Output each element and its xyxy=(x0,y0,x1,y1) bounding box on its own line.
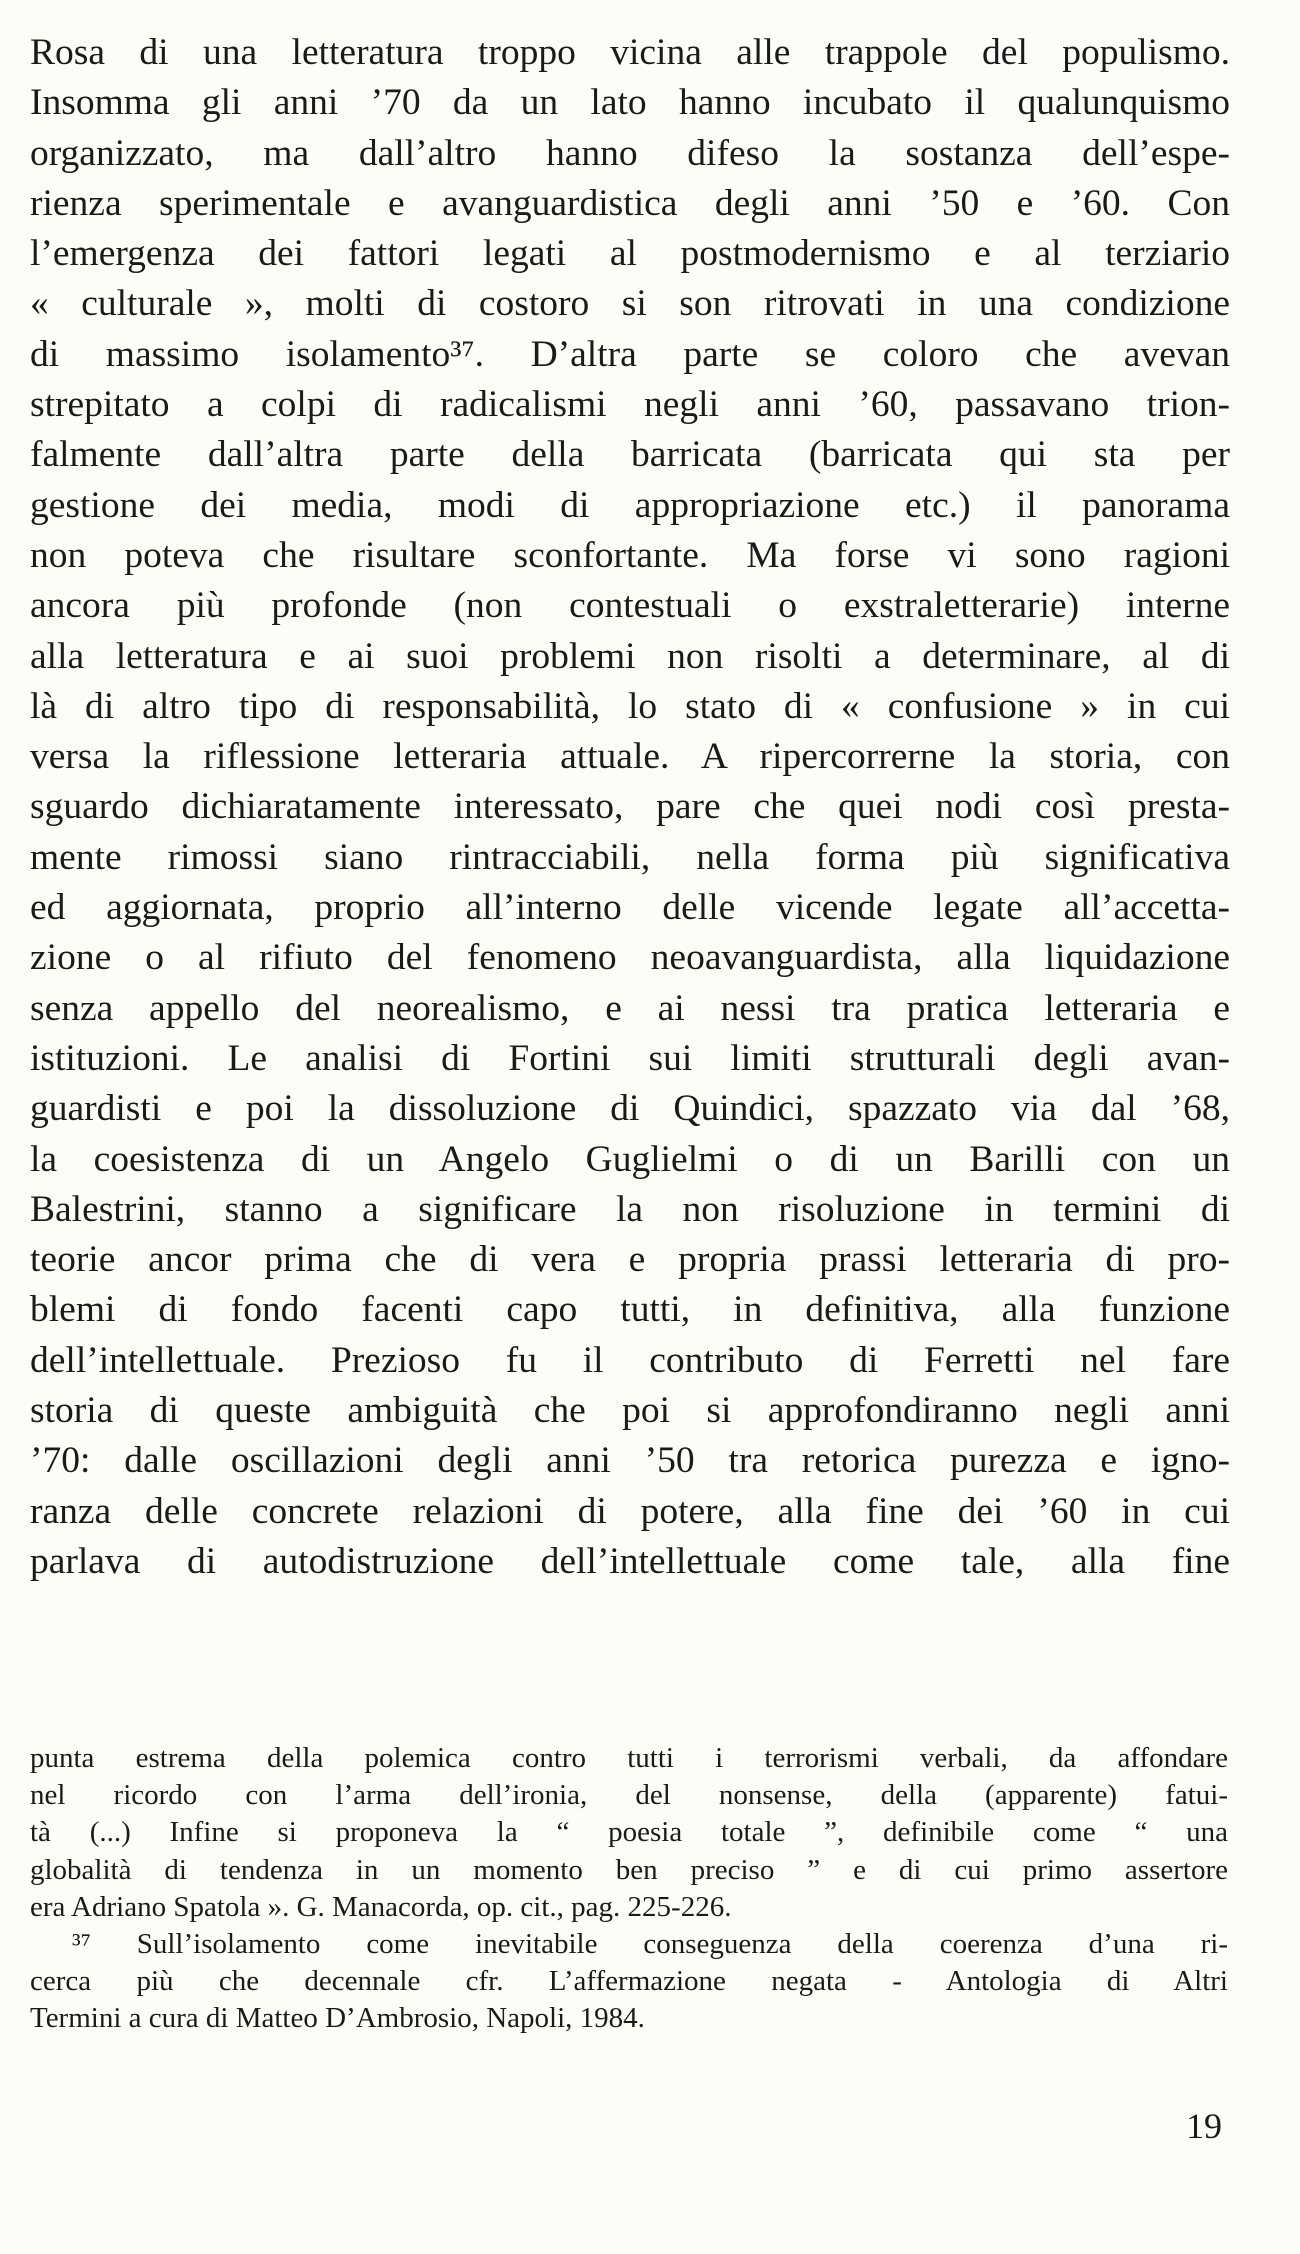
text-line: ranza delle concrete relazioni di potere, alla fine dei ’60 in cui xyxy=(30,1490,1230,1532)
footnote-line: punta estrema della polemica contro tutti i terrorismi verbali, da affondare xyxy=(30,1742,1228,1774)
text-line: guardisti e poi la dissoluzione di Quindici, spazzato via dal ’68, xyxy=(30,1088,1230,1130)
text-line: dell’intellettuale. Prezioso fu il contributo di Ferretti nel fare xyxy=(30,1339,1230,1381)
text-line: falmente dall’altra parte della barricata (barricata qui sta per xyxy=(30,434,1230,476)
text-line: zione o al rifiuto del fenomeno neoavanguardista, alla liquidazione xyxy=(30,937,1230,979)
text-line: ’70: dalle oscillazioni degli anni ’50 tra retorica purezza e igno- xyxy=(30,1440,1230,1482)
text-line: parlava di autodistruzione dell’intellettuale come tale, alla fine xyxy=(30,1540,1230,1582)
footnote-line: Termini a cura di Matteo D’Ambrosio, Napoli, 1984. xyxy=(30,2002,645,2035)
main-body-text xyxy=(30,28,1230,1587)
text-line: organizzato, ma dall’altro hanno difeso la sostanza dell’espe- xyxy=(30,132,1230,174)
text-line: senza appello del neorealismo, e ai nessi tra pratica letteraria e xyxy=(30,987,1230,1029)
text-line: Insomma gli anni ’70 da un lato hanno incubato il qualunquismo xyxy=(30,82,1230,124)
text-line: ancora più profonde (non contestuali o exstraletterarie) interne xyxy=(30,585,1230,627)
footnote-line: tà (...) Infine si proponeva la “ poesia totale ”, definibile come “ una xyxy=(30,1816,1228,1849)
text-line: non poteva che risultare sconfortante. Ma forse vi sono ragioni xyxy=(30,534,1230,576)
text-line: là di altro tipo di responsabilità, lo stato di « confusione » in cui xyxy=(30,685,1230,727)
text-line: strepitato a colpi di radicalismi negli anni ’60, passavano trion- xyxy=(30,384,1230,426)
text-line: teorie ancor prima che di vera e propria prassi letteraria di pro- xyxy=(30,1239,1230,1281)
text-line: blemi di fondo facenti capo tutti, in definitiva, alla funzione xyxy=(30,1289,1230,1331)
text-line: l’emergenza dei fattori legati al postmodernismo e al terziario xyxy=(30,233,1230,275)
text-line: versa la riflessione letteraria attuale. A ripercorrerne la storia, con xyxy=(30,736,1230,778)
text-line: la coesistenza di un Angelo Guglielmi o di un Barilli con un xyxy=(30,1138,1230,1180)
footnote-line: cerca più che decennale cfr. L’affermazione negata - Antologia di Altri xyxy=(30,1965,1228,1998)
text-line: ed aggiornata, proprio all’interno delle vicende legate all’accetta- xyxy=(30,887,1230,929)
text-line: mente rimossi siano rintracciabili, nella forma più significativa xyxy=(30,836,1230,878)
text-line: rienza sperimentale e avanguardistica degli anni ’50 e ’60. Con xyxy=(30,182,1230,224)
text-line: « culturale », molti di costoro si son ritrovati in una condizione xyxy=(30,283,1230,325)
footnotes xyxy=(30,1740,1228,2038)
footnote-37: ³⁷ Sull’isolamento come inevitabile conseguenza della coerenza d’una ri- xyxy=(72,1927,1228,1960)
text-line: gestione dei media, modi di appropriazione etc.) il panorama xyxy=(30,484,1230,526)
footnote-line: globalità di tendenza in un momento ben preciso ” e di cui primo assertore xyxy=(30,1853,1228,1886)
page-number: 19 xyxy=(1186,2106,1222,2146)
text-line: alla letteratura e ai suoi problemi non risolti a determinare, al di xyxy=(30,635,1230,677)
text-line: sguardo dichiaratamente interessato, pare che quei nodi così presta- xyxy=(30,786,1230,828)
text-line: Rosa di una letteratura troppo vicina alle trappole del populismo. xyxy=(30,32,1230,73)
text-line: Balestrini, stanno a significare la non risoluzione in termini di xyxy=(30,1188,1230,1230)
text-line: di massimo isolamento³⁷. D’altra parte se coloro che avevan xyxy=(30,333,1230,375)
text-line: storia di queste ambiguità che poi si approfondiranno negli anni xyxy=(30,1390,1230,1432)
footnote-line: nel ricordo con l’arma dell’ironia, del nonsense, della (apparente) fatui- xyxy=(30,1779,1228,1812)
text-line: istituzioni. Le analisi di Fortini sui limiti strutturali degli avan- xyxy=(30,1037,1230,1079)
footnote-line: era Adriano Spatola ». G. Manacorda, op. cit., pag. 225-226. xyxy=(30,1890,732,1923)
